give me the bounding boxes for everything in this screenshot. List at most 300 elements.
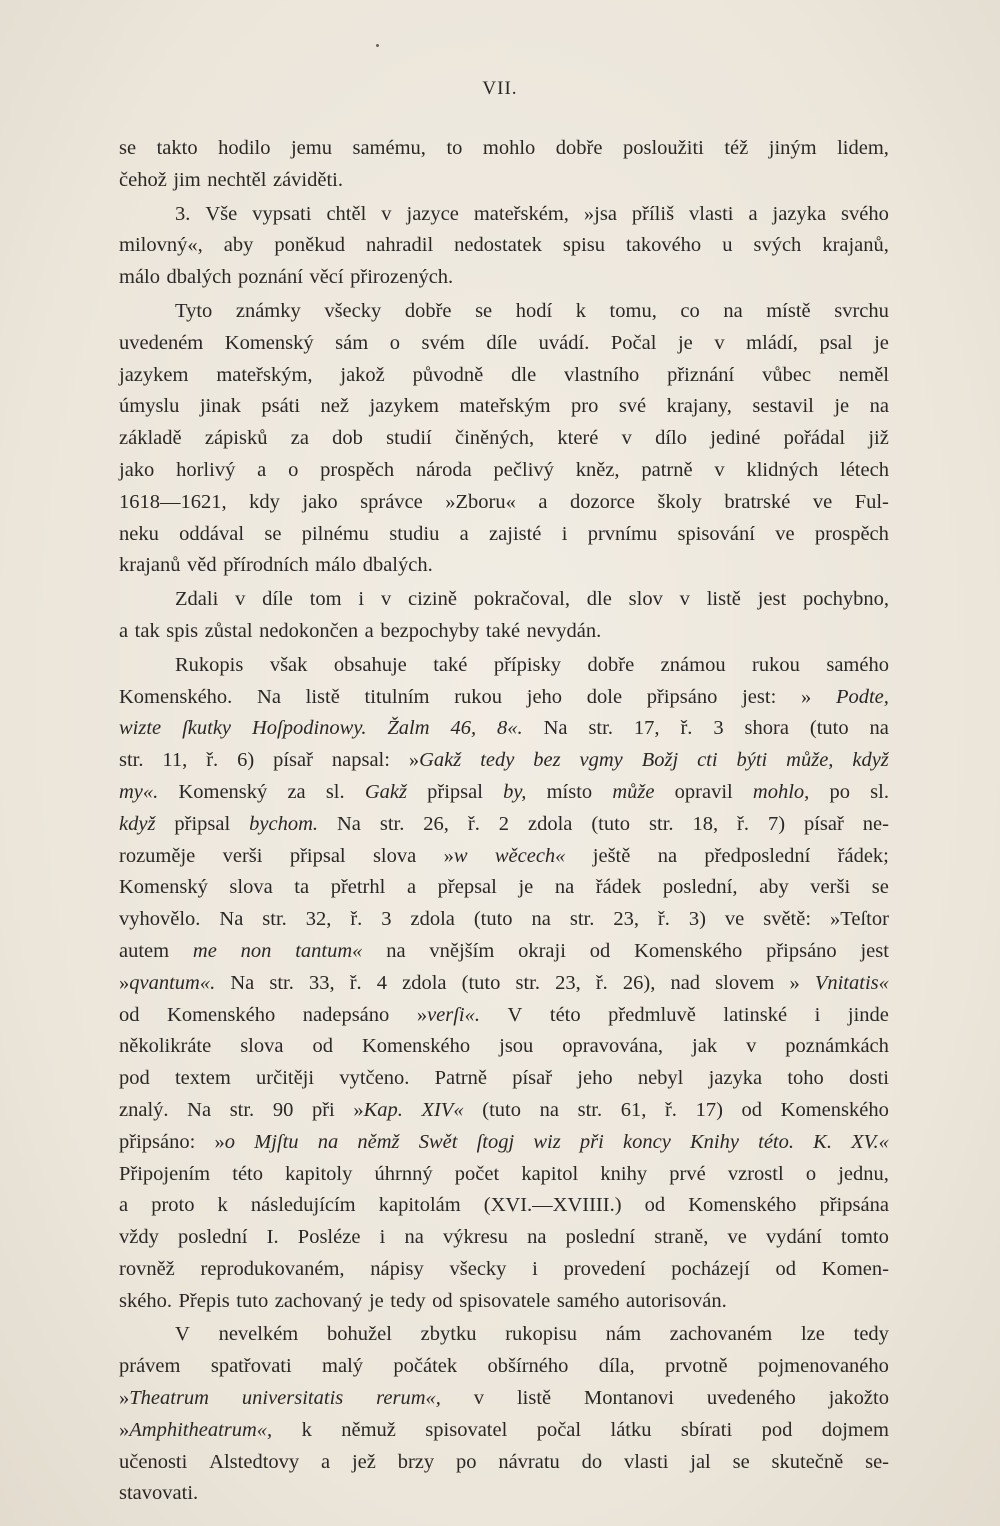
word: str. — [379, 812, 405, 835]
word: wiz — [533, 1130, 561, 1153]
word: je — [874, 331, 889, 354]
word: v — [380, 588, 392, 611]
text-line — [119, 1159, 889, 1191]
word: pořádal — [783, 427, 846, 450]
word: kněz, — [575, 458, 620, 481]
word: Počal — [610, 331, 657, 354]
word: rozuměje — [119, 844, 196, 867]
word: slova — [229, 876, 273, 899]
text-line — [119, 1254, 889, 1286]
word: spisovatele — [459, 1289, 551, 1312]
word: okraji — [518, 939, 566, 962]
word: nechtěl — [207, 168, 267, 191]
word: krajanů, — [822, 234, 889, 257]
word: poslední — [565, 1226, 636, 1249]
word: vgmy — [579, 749, 623, 772]
word: na — [386, 939, 406, 962]
word: zajisté — [489, 522, 542, 545]
word: textem — [174, 1067, 231, 1090]
word: samého — [556, 1289, 620, 1312]
word: autem — [119, 939, 170, 962]
word: sl. — [325, 780, 345, 803]
word: od — [312, 1035, 333, 1058]
word: 2 — [498, 812, 510, 835]
word: vydání — [766, 1226, 822, 1249]
text-line — [119, 1190, 889, 1222]
word: o — [389, 331, 400, 354]
word: Podte, — [835, 685, 889, 708]
word: od — [589, 939, 611, 962]
word: a — [459, 522, 469, 545]
word: tedy — [853, 1323, 889, 1346]
word: cti — [697, 749, 718, 772]
word: jako — [302, 490, 338, 513]
word: připsal — [174, 812, 231, 835]
text-line — [119, 199, 889, 231]
word: ne- — [862, 812, 889, 835]
word: bez — [533, 749, 561, 772]
word: kdy — [249, 490, 280, 513]
word: počet — [454, 1162, 500, 1185]
word: me — [192, 939, 217, 962]
word: str. — [119, 749, 144, 772]
word: dozorce — [570, 490, 635, 513]
word: již — [868, 427, 889, 450]
word: Na — [257, 685, 281, 708]
word: »o — [214, 1130, 235, 1153]
word: jak — [692, 1035, 718, 1058]
word: na — [527, 1226, 547, 1249]
word: spisování — [677, 522, 755, 545]
word: str. — [229, 1098, 255, 1121]
word: Na — [187, 1098, 212, 1121]
word: ve — [812, 490, 833, 513]
word: po — [829, 780, 850, 803]
text-line — [119, 423, 889, 455]
word: a — [406, 876, 417, 899]
word: ſkutky — [182, 717, 232, 740]
word: jazykem — [369, 395, 439, 418]
word: díle — [486, 331, 518, 354]
word: v — [235, 588, 246, 611]
word: a — [538, 490, 548, 513]
word: XIV« — [421, 1098, 464, 1121]
word: zdola — [410, 908, 455, 931]
word: 6) — [237, 749, 255, 772]
word: aby — [759, 876, 789, 899]
word: 17, — [633, 717, 660, 740]
word: neku — [119, 522, 159, 545]
word: bohužel — [327, 1323, 392, 1346]
word: se — [871, 876, 889, 899]
word: k — [301, 1418, 312, 1441]
word: str. — [577, 1098, 603, 1121]
word: Na — [543, 717, 568, 740]
word: následujícím — [250, 1194, 356, 1217]
word: 23, — [555, 971, 581, 994]
word: počátek — [393, 1355, 458, 1378]
word: 4 — [376, 971, 388, 994]
word: dojmem — [821, 1418, 889, 1441]
word: jest — [757, 588, 787, 611]
word: Přepis — [178, 1289, 230, 1312]
word: bratrské — [724, 490, 791, 513]
word: jazyce — [406, 202, 459, 225]
word: a — [257, 458, 267, 481]
word: a — [748, 202, 758, 225]
word: tak — [134, 619, 160, 642]
word: nedostatek — [454, 234, 542, 257]
word: připsal — [289, 844, 346, 867]
word: je — [518, 876, 534, 899]
word: několikráte — [119, 1035, 212, 1058]
word: (tuto — [461, 971, 501, 994]
word: svých — [753, 234, 802, 257]
word: a — [119, 619, 129, 642]
word: této. — [758, 1130, 794, 1153]
word: všecky — [324, 299, 382, 322]
word: dobře — [404, 299, 452, 322]
word: vypsati — [252, 202, 312, 225]
word: v — [714, 331, 725, 354]
text-line — [119, 165, 889, 197]
word: nedokončen — [259, 619, 359, 642]
text-line — [119, 1031, 889, 1063]
word: psáti — [261, 395, 301, 418]
word: pod — [119, 1067, 150, 1090]
word: zdola — [402, 971, 447, 994]
word: přípisky — [493, 653, 562, 676]
word: dle — [586, 588, 612, 611]
word: ještě — [592, 844, 631, 867]
word: tom — [309, 588, 342, 611]
text-line — [119, 1447, 889, 1479]
word: Swět — [418, 1130, 458, 1153]
word: 32, — [305, 908, 332, 931]
word: non — [240, 939, 272, 962]
word: když — [852, 749, 889, 772]
word: zápisků — [204, 427, 268, 450]
word: (tuto — [591, 812, 631, 835]
text-line — [119, 1383, 889, 1415]
word: Žalm — [387, 717, 430, 740]
word: 17) — [695, 1098, 723, 1121]
word: »Theatrum — [119, 1387, 209, 1410]
word: Komenského — [167, 1003, 276, 1026]
word: ve — [724, 908, 745, 931]
word: mohlo, — [752, 780, 810, 803]
word: Komenského — [634, 939, 743, 962]
word: připsána — [819, 1194, 889, 1217]
word: prvnímu — [587, 522, 658, 545]
word: 46, — [450, 717, 477, 740]
word: 33, — [308, 971, 335, 994]
word: 7) — [767, 812, 786, 835]
word: Božj — [641, 749, 679, 772]
word: návratu — [498, 1450, 560, 1473]
word: písař — [803, 812, 844, 835]
text-line — [119, 904, 889, 936]
word: sbírati — [680, 1418, 733, 1441]
text-line — [119, 682, 889, 714]
word: vlastního — [564, 363, 640, 386]
word: i — [379, 1226, 386, 1249]
word: i — [358, 588, 365, 611]
word: příliš — [631, 202, 675, 225]
word: poněkud — [274, 234, 345, 257]
word: na — [657, 844, 678, 867]
word: reprodukovaném, — [200, 1257, 345, 1280]
page-number: VII. — [482, 78, 518, 99]
word: slova — [372, 844, 417, 867]
word: proto — [151, 1194, 195, 1217]
word: chtěl — [326, 202, 367, 225]
word: nebyl — [637, 1067, 684, 1090]
word: na — [317, 1130, 339, 1153]
word: koncy — [623, 1130, 671, 1153]
word: rukopisu — [505, 1323, 577, 1346]
word: Vše — [205, 202, 238, 225]
word: i — [532, 1257, 538, 1280]
word: a — [119, 1194, 129, 1217]
word: slovem — [715, 971, 775, 994]
word: 26), — [622, 971, 656, 994]
word: nápisy — [370, 1257, 424, 1280]
word: na — [869, 395, 889, 418]
word: přetrhl — [330, 876, 386, 899]
word: národa — [415, 458, 472, 481]
word: od — [432, 1289, 453, 1312]
text-line — [119, 777, 889, 809]
word: výkresu — [443, 1226, 508, 1249]
word: tuto — [236, 1289, 269, 1312]
word: též — [724, 137, 749, 159]
word: dobře — [555, 137, 603, 159]
word: této — [549, 1003, 581, 1026]
word: vyhovělo. — [119, 908, 201, 931]
word: ského. — [119, 1289, 172, 1312]
word: býti — [736, 749, 768, 772]
word: Komenský — [119, 876, 208, 899]
word: Zdali — [175, 588, 219, 611]
word: mateřském, — [473, 202, 569, 225]
word: u — [722, 234, 733, 257]
word: Mjſtu — [254, 1130, 299, 1153]
word: jakož — [340, 363, 385, 386]
paper-speck — [376, 44, 379, 47]
text-line — [119, 455, 889, 487]
word: činěných, — [455, 427, 535, 450]
word: »Kap. — [353, 1098, 403, 1121]
word: 1618—1621, — [119, 490, 227, 513]
word: samému, — [352, 137, 426, 159]
word: (tuto — [473, 908, 513, 931]
word: Knihy — [689, 1130, 739, 1153]
word: na — [869, 717, 889, 740]
word: správce — [360, 490, 423, 513]
word: 11, — [162, 749, 188, 772]
word: milovný«, — [119, 234, 203, 257]
word: při — [311, 1098, 335, 1121]
word: nevydán. — [526, 619, 602, 642]
word: jsou — [499, 1035, 534, 1058]
word: jazyka — [772, 202, 827, 225]
word: straně, — [654, 1226, 709, 1249]
word: do — [581, 1450, 603, 1473]
word: (tuto — [809, 717, 849, 740]
word: » — [789, 971, 800, 994]
word: Komen- — [821, 1257, 889, 1280]
text-line — [119, 1286, 889, 1318]
word: řádek; — [837, 844, 889, 867]
word: Rukopis — [175, 653, 244, 676]
word: se — [119, 137, 137, 159]
text-line — [119, 262, 889, 294]
word: vnějším — [429, 939, 495, 962]
word: nevelkém — [218, 1323, 299, 1346]
word: kapitolám — [378, 1194, 461, 1217]
text-line — [119, 519, 889, 551]
word: rukou — [454, 685, 503, 708]
word: zachovaném — [669, 1323, 773, 1346]
word: Na — [219, 908, 244, 931]
word: věcí — [309, 266, 344, 289]
word: a — [364, 619, 374, 642]
word: pilnému — [301, 522, 369, 545]
word: počal — [536, 1418, 582, 1441]
word: malý — [322, 1355, 364, 1378]
word: Na — [336, 812, 361, 835]
word: spis — [166, 619, 199, 642]
word: svrchu — [834, 299, 889, 322]
word: ř. — [350, 908, 363, 931]
word: dob — [332, 427, 363, 450]
word: krajanů — [119, 554, 181, 577]
word: ř. — [349, 971, 362, 994]
word: stavovati. — [119, 1482, 199, 1505]
word: 90 — [272, 1098, 294, 1121]
word: aby — [223, 234, 254, 257]
word: 3) — [688, 908, 706, 931]
word: pokračoval, — [473, 588, 570, 611]
word: » — [801, 685, 812, 708]
word: pečlivý — [493, 458, 554, 481]
word: listě — [516, 1387, 552, 1410]
word: jim — [173, 168, 201, 191]
word: Komenského — [361, 1035, 471, 1058]
word: svého — [841, 202, 889, 225]
word: mateřským, — [216, 363, 313, 386]
word: pocházejí — [671, 1257, 750, 1280]
word: látku — [610, 1418, 652, 1441]
word: uvedeném — [119, 331, 204, 354]
word: se- — [865, 1450, 889, 1473]
word: na — [531, 908, 551, 931]
text-line — [119, 1127, 889, 1159]
word: písař — [273, 749, 313, 772]
word: poznámkách — [785, 1035, 889, 1058]
word: čehož — [119, 168, 167, 191]
word: vzrostl — [727, 1162, 784, 1185]
word: 3. — [175, 202, 191, 225]
word: než — [320, 395, 349, 418]
word: uvedeného — [706, 1387, 796, 1410]
word: ř. — [206, 749, 219, 772]
word: známou — [660, 653, 726, 676]
word: místě — [766, 299, 811, 322]
word: spatřovati — [210, 1355, 292, 1378]
word: ř. — [664, 1098, 677, 1121]
word: vytčeno. — [339, 1067, 410, 1090]
word: znalý. — [119, 1098, 169, 1121]
word: jemu — [290, 137, 332, 159]
word: str. — [262, 908, 287, 931]
word: věd — [187, 554, 217, 577]
text-line — [119, 296, 889, 328]
word: jeho — [577, 1067, 613, 1090]
word: Tyto — [175, 299, 213, 322]
word: jednu, — [838, 1162, 889, 1185]
word: po — [455, 1450, 477, 1473]
word: mateřským — [459, 395, 551, 418]
word: této — [232, 1162, 264, 1185]
word: »jsa — [583, 202, 617, 225]
word: od — [119, 1003, 140, 1026]
word: jakožto — [828, 1387, 889, 1410]
word: studiu — [389, 522, 440, 545]
word: za — [287, 780, 306, 803]
word: Komenský — [224, 331, 314, 354]
word: předmluvě — [608, 1003, 696, 1026]
word: (tuto — [482, 1098, 521, 1121]
word: které — [557, 427, 599, 450]
word: dílo — [655, 427, 688, 450]
word: v — [473, 1387, 485, 1410]
word: ſtogj — [476, 1130, 515, 1153]
word: autorisován. — [626, 1289, 727, 1312]
word: poslední, — [662, 876, 738, 899]
word: vždy — [119, 1226, 159, 1249]
word: určitěji — [256, 1067, 315, 1090]
word: listě — [305, 685, 340, 708]
word: Alstedtovy — [209, 1450, 300, 1473]
word: samého — [826, 653, 889, 676]
word: kapitoly — [285, 1162, 353, 1185]
word: jež — [351, 1450, 376, 1473]
word: ve — [775, 522, 795, 545]
word: pod — [761, 1418, 793, 1441]
word: i — [814, 1003, 821, 1026]
word: »Gakž — [408, 749, 462, 772]
word: mohlo — [482, 137, 536, 159]
word: v — [679, 588, 690, 611]
word: předposlední — [704, 844, 811, 867]
word: nad — [670, 971, 701, 994]
word: létech — [840, 458, 889, 481]
word: málo — [119, 266, 160, 289]
word: 3 — [381, 908, 392, 931]
word: »qvantum«. — [119, 971, 216, 994]
word: při — [579, 1130, 604, 1153]
word: ř. — [657, 908, 670, 931]
word: může — [612, 780, 655, 803]
word: ř. — [737, 812, 749, 835]
word: 23, — [613, 908, 639, 931]
word: prvé — [669, 1162, 706, 1185]
word: na — [404, 1226, 424, 1249]
word: shora — [744, 717, 789, 740]
word: 61, — [620, 1098, 647, 1121]
